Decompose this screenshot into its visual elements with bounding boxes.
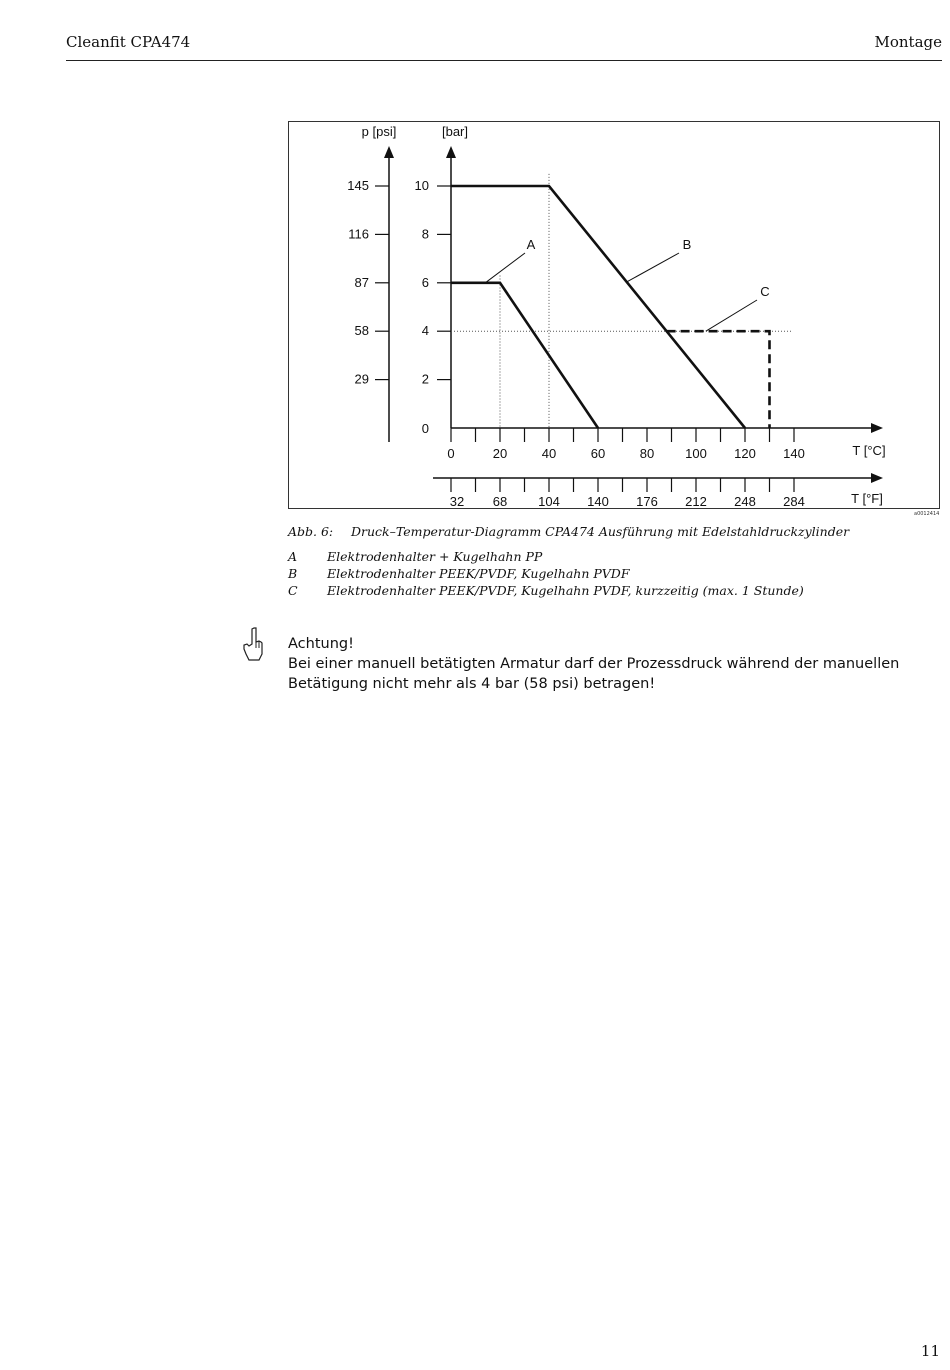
series-line-b [451,186,745,428]
x-axis-arrow [871,423,883,433]
x-f-tick-label: 284 [783,494,805,509]
pressure-temperature-chart [288,121,940,509]
x-f-tick-label: 32 [449,494,465,509]
y-psi-tick-label: 145 [347,178,369,193]
warning-note [288,634,938,694]
x-axis-label: T [°C] [852,443,886,458]
y-tick-label: 6 [421,274,429,290]
y-tick-label: 10 [414,178,429,193]
header-rule [66,60,942,61]
series-leader-line [485,253,525,283]
x-axis-f-label: T [°F] [851,491,883,506]
header-section: Montage [874,33,942,51]
x-f-tick-label: 176 [636,494,658,509]
y-psi-tick-label: 116 [348,226,369,242]
y-tick-label: 2 [421,371,429,387]
y-psi-tick-label: 87 [354,274,369,290]
figure-caption [288,524,849,539]
legend-row [288,583,804,600]
header-title: Cleanfit CPA474 [66,33,191,51]
legend-text: Elektrodenhalter + Kugelhahn PP [327,549,543,564]
y-psi-tick-label: 58 [354,323,369,339]
chart-svg [289,122,941,510]
legend-key: A [288,549,298,564]
note-text: Bei einer manuell betätigten Armatur darf der Prozessdruck während der manuellen Betätigung nicht mehr als 4 bar (58 psi) betragen! [288,656,900,692]
caption-label: Abb. 6: [288,524,334,539]
x-f-tick-label: 140 [587,494,609,509]
x-axis-f-arrow [871,473,883,483]
legend-key: B [288,566,298,581]
y-tick-label: 0 [421,421,429,436]
legend-key: C [288,583,298,598]
x-tick-label: 100 [685,446,707,461]
x-tick-label: 60 [590,446,606,461]
y-tick-label: 4 [421,323,429,339]
series-label: A [526,237,536,252]
x-f-tick-label: 68 [492,494,508,509]
y-tick-label: 8 [421,226,429,242]
caption-text: Druck–Temperatur-Diagramm CPA474 Ausführung mit Edelstahldruckzylinder [351,524,850,539]
x-tick-label: 0 [447,446,455,461]
series-line-c [667,331,770,428]
figure-legend [288,549,804,600]
x-tick-label: 80 [639,446,655,461]
x-tick-label: 140 [783,446,805,461]
x-f-tick-label: 248 [734,494,756,509]
x-tick-label: 120 [734,446,756,461]
x-f-tick-label: 212 [685,494,707,509]
x-tick-label: 20 [492,446,508,461]
series-leader-line [706,300,757,331]
figure-id: a0012414 [914,511,940,517]
note-title: Achtung! [288,636,354,652]
y-axis-label: [bar] [441,124,469,139]
legend-text: Elektrodenhalter PEEK/PVDF, Kugelhahn PVDF [327,566,630,581]
x-tick-label: 40 [541,446,557,461]
legend-row [288,549,804,566]
y-axis-arrow [446,146,456,158]
pointing-hand-icon [243,627,265,665]
series-line-a [451,283,598,428]
series-label: C [760,284,770,299]
legend-row [288,566,804,583]
series-leader-line [627,253,679,282]
page-number: 11 [920,1342,940,1360]
legend-text: Elektrodenhalter PEEK/PVDF, Kugelhahn PVDF, kurzzeitig (max. 1 Stunde) [327,583,804,598]
y-axis-psi-label: p [psi] [361,124,397,139]
y-psi-tick-label: 29 [354,371,369,387]
y-axis-psi-arrow [384,146,394,158]
series-label: B [682,237,692,252]
x-f-tick-label: 104 [538,494,560,509]
